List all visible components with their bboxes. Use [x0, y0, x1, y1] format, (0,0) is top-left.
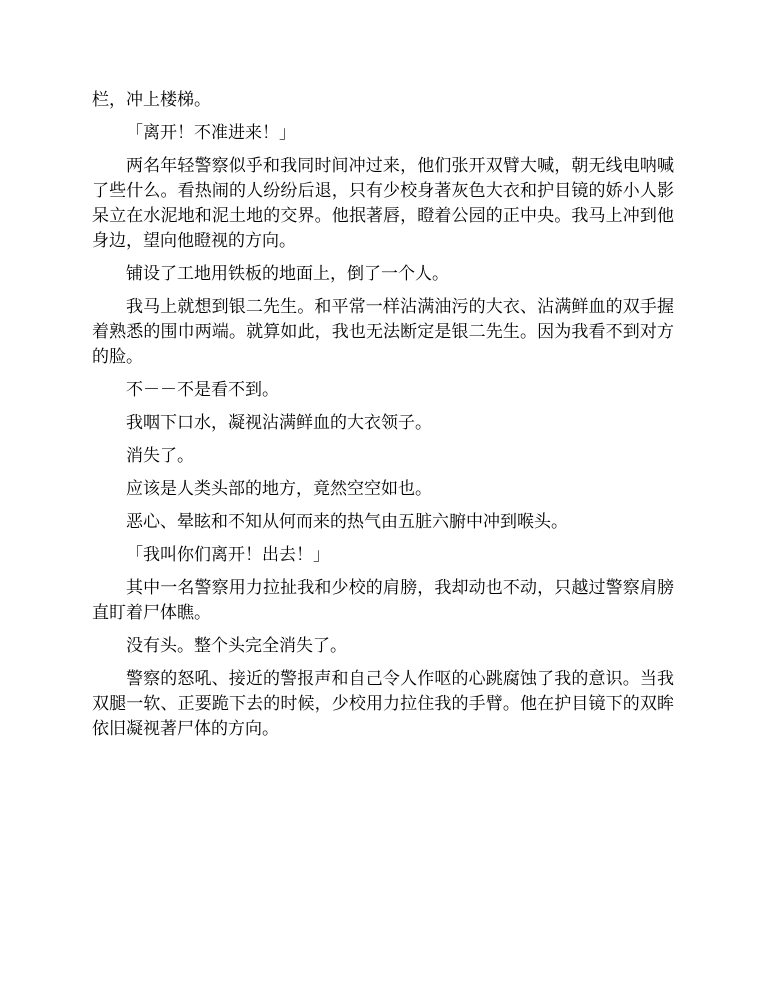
paragraph-14: 警察的怒吼、接近的警报声和自己令人作呕的心跳腐蚀了我的意识。当我双腿一软、正要跪下去的时候，少校用力拉住我的手臂。他在护目镜下的双眸依旧凝视著尸体的方向。	[92, 669, 674, 739]
document-page	[92, 88, 674, 750]
paragraph-6: 不－－不是看不到。	[126, 380, 279, 400]
paragraph-5: 我马上就想到银二先生。和平常一样沾满油污的大衣、沾满鲜血的双手握着熟悉的围巾两端。就算如此，我也无法断定是银二先生。因为我看不到对方的脸。	[92, 297, 674, 367]
paragraph-7: 我咽下口水，凝视沾满鲜血的大衣领子。	[126, 413, 432, 433]
paragraph-13: 没有头。整个头完全消失了。	[126, 636, 347, 656]
paragraph-12: 其中一名警察用力拉扯我和少校的肩膀，我却动也不动，只越过警察肩膀直盯着尸体瞧。	[92, 578, 674, 623]
paragraph-8: 消失了。	[126, 446, 194, 466]
paragraph-10: 恶心、晕眩和不知从何而来的热气由五脏六腑中冲到喉头。	[126, 512, 568, 532]
paragraph-4: 铺设了工地用铁板的地面上，倒了一个人。	[126, 264, 449, 284]
paragraph-3: 两名年轻警察似乎和我同时间冲过来，他们张开双臂大喊，朝无线电呐喊了些什么。看热闹的人纷纷后退，只有少校身著灰色大衣和护目镜的娇小人影呆立在水泥地和泥土地的交界。他抿著唇，瞪着公园的正中央。我马上冲到他身边，望向他瞪视的方向。	[92, 156, 674, 251]
paragraph-1: 栏，冲上楼梯。	[92, 90, 211, 110]
paragraph-9: 应该是人类头部的地方，竟然空空如也。	[126, 479, 432, 499]
paragraph-2: 「离开！不准进来！」	[126, 123, 296, 143]
paragraph-11: 「我叫你们离开！出去！」	[126, 545, 330, 565]
